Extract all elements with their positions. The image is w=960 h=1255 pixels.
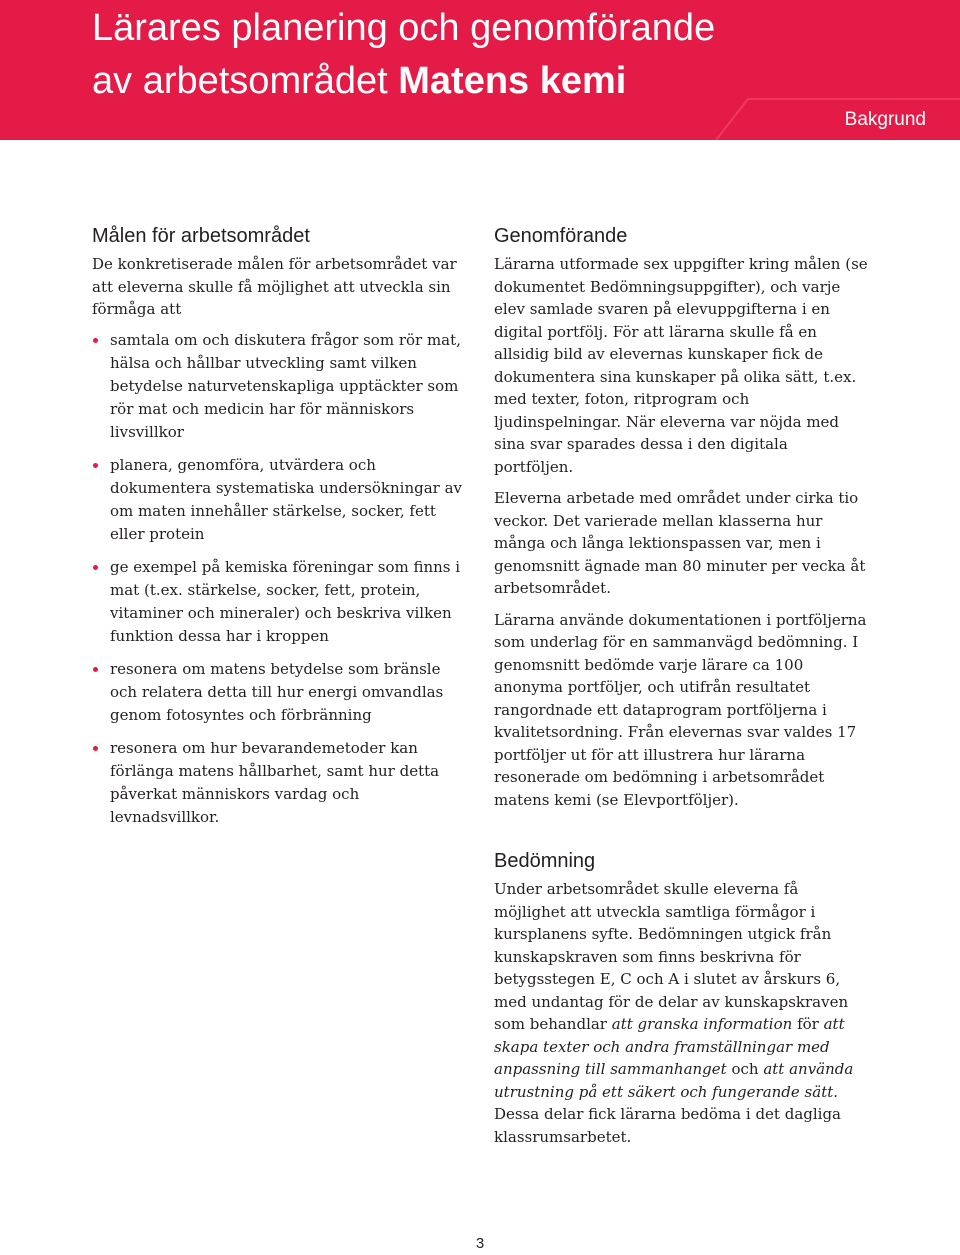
section-tag: Bakgrund: [844, 109, 926, 130]
goal-item: [92, 737, 472, 829]
assessment-text: för: [792, 1015, 824, 1033]
goal-text: resonera om hur bevarandemetoder kan förlänga matens hållbarhet, samt hur detta påverkat människors vardag och levnadsvillkor.: [110, 738, 440, 826]
goal-text: samtala om och diskutera frågor som rör mat, hälsa och hållbar utveckling samt vilken betydelse naturvetenskapliga upptäckter som rör mat och medicin har för människors livsvillkor: [110, 330, 461, 441]
header-banner: [0, 0, 960, 140]
goal-item: [92, 658, 472, 727]
goal-text: resonera om matens betydelse som bränsle och relatera detta till hur energi omvandlas genom fotosyntes och förbränning: [110, 659, 444, 724]
assessment-text: och: [726, 1060, 764, 1078]
page-number: 3: [475, 1235, 485, 1252]
goal-item: [92, 556, 472, 648]
goal-text: ge exempel på kemiska föreningar som finns i mat (t.ex. stärkelse, socker, fett, protein, vitaminer och mineraler) och beskriva vilken funktion dessa har i kroppen: [110, 557, 461, 645]
assessment-italic: att skapa texter och andra framställningar med anpassning till sammanhanget: [494, 1015, 845, 1078]
goals-list: [92, 329, 472, 829]
assessment-text: Under arbetsområdet skulle eleverna få möjlighet att utveckla samtliga förmågor i kursplanens syfte. Bedömningen utgick från kunskapskraven som finns beskrivna för betygsstegen E, C och A i slutet av årskurs 6, med undantag för de delar av kunskapskraven som behandlar: [494, 880, 849, 1033]
goal-text: planera, genomföra, utvärdera och dokumentera systematiska undersökningar av om maten innehåller stärkelse, socker, fett eller protein: [110, 455, 463, 543]
assessment-italic: att granska information: [611, 1015, 793, 1033]
implementation-heading: Genomförande: [494, 225, 628, 247]
right-column: [494, 222, 870, 1148]
goal-item: [92, 329, 472, 444]
bullet-icon: [93, 667, 98, 672]
bullet-icon: [93, 746, 98, 751]
implementation-paragraph: Lärarna utformade sex uppgifter kring målen (se dokumentet Bedömningsuppgifter), och varje elev samlade svaren på elevuppgifterna i en digital portfölj. För att lärarna skulle få en allsidig bild av elevernas kunskaper fick de dokumentera sina kunskaper på olika sätt, t.ex. med texter, foton, ritprogram och ljudinspelningar. När eleverna var nöjda med sina svar sparades dessa i den digitala portföljen.: [494, 255, 868, 476]
title-line-1: Lärares planering och genomförande: [92, 7, 716, 49]
assessment-italic: att använda utrustning på ett säkert och fungerande sätt.: [494, 1060, 854, 1101]
goals-intro: De konkretiserade målen för arbetsområdet var att eleverna skulle få möjlighet att utveckla sin förmåga att: [92, 255, 457, 318]
goal-item: [92, 454, 472, 546]
assessment-paragraph: [494, 878, 870, 1148]
assessment-heading: Bedömning: [494, 850, 596, 872]
goals-heading: Målen för arbetsområdet: [92, 225, 310, 247]
bullet-icon: [93, 463, 98, 468]
left-column: [92, 222, 472, 839]
implementation-paragraph: Eleverna arbetade med området under cirka tio veckor. Det varierade mellan klasserna hur många och långa lektionspassen var, men i genomsnitt ägnade man 80 minuter per vecka åt arbetsområdet.: [494, 489, 866, 597]
title-line-2-prefix: av arbetsområdet: [92, 60, 399, 102]
bullet-icon: [93, 338, 98, 343]
page-title: [92, 2, 715, 108]
assessment-text: Dessa delar fick lärarna bedöma i det dagliga klassrumsarbetet.: [494, 1105, 841, 1146]
implementation-paragraph: Lärarna använde dokumentationen i portföljerna som underlag för en sammanvägd bedömning. I genomsnitt bedömde varje lärare ca 100 anonyma portföljer, och utifrån resultatet rangordnade ett dataprogram portföljerna i kvalitetsordning. Från elevernas svar valdes 17 portföljer ut för att illustrera hur lärarna resonerade om bedömning i arbetsområdet matens kemi (se Elevportföljer).: [494, 610, 867, 809]
title-line-2-bold: Matens kemi: [398, 60, 627, 102]
bullet-icon: [93, 565, 98, 570]
